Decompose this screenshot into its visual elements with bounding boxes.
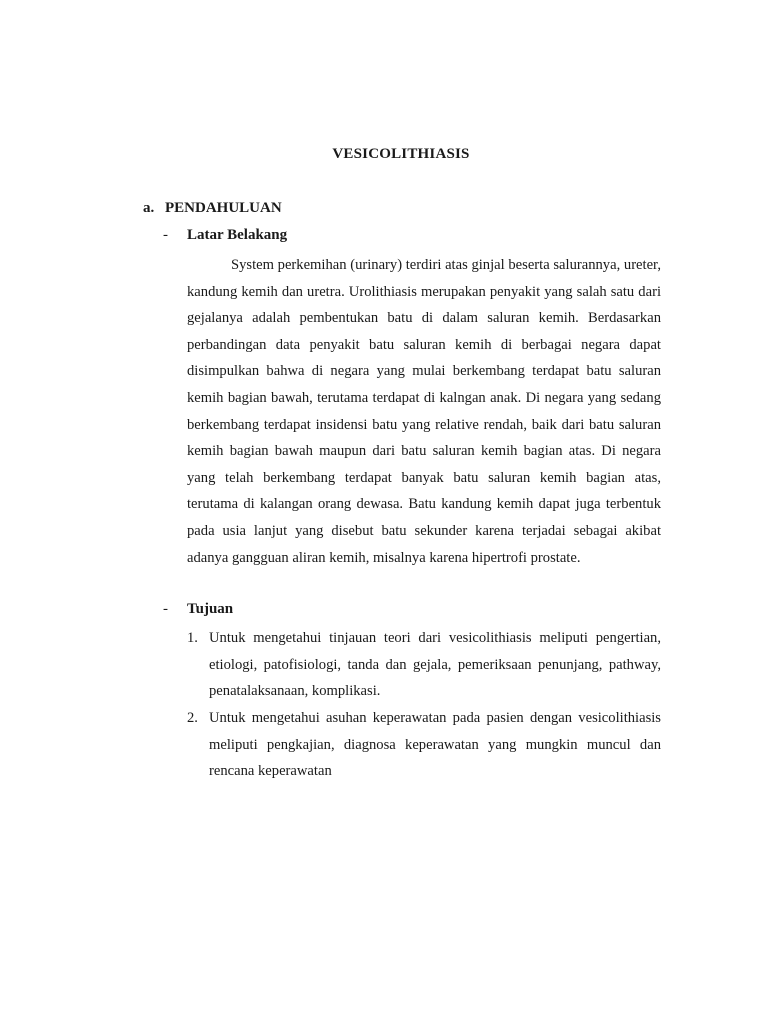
- subsection-tujuan: [163, 601, 233, 618]
- subsection-dash: -: [163, 227, 168, 243]
- list-item: [187, 625, 661, 705]
- list-text: Untuk mengetahui asuhan keperawatan pada pasien dengan vesicolithiasis meliputi pengkajian, diagnosa keperawatan yang mungkin muncul dan rencana keperawatan: [209, 710, 661, 780]
- latar-belakang-paragraph: System perkemihan (urinary) terdiri atas ginjal beserta salurannya, ureter, kandung kemih dan uretra. Urolithiasis merupakan penyakit yang salah satu dari gejalanya adalah pembentukan batu di dalam saluran kemih. Berdasarkan perbandingan data penyakit batu saluran kemih di berbagai negara dapat disimpulkan bahwa di negara yang mulai berkembang terdapat batu saluran kemih bagian bawah, terutama terdapat di kalngan anak. Di negara yang sedang berkembang terdapat insidensi batu yang relative rendah, baik dari batu saluran kemih bagian bawah maupun dari batu saluran kemih bagian atas. Di negara yang telah berkembang terdapat banyak batu saluran kemih bagian atas, terutama di kalangan orang dewasa. Batu kandung kemih dapat juga terbentuk pada usia lanjut yang disebut batu sekunder karena terjadai sebagai akibat adanya gangguan aliran kemih, misalnya karena hipertrofi prostate.: [187, 257, 661, 566]
- section-heading: [143, 200, 282, 217]
- subsection-heading: Latar Belakang: [187, 227, 288, 243]
- list-text: Untuk mengetahui tinjauan teori dari vesicolithiasis meliputi pengertian, etiologi, patofisiologi, tanda dan gejala, pemeriksaan penunjang, pathway, penatalaksanaan, komplikasi.: [209, 630, 661, 700]
- section-heading-text: PENDAHULUAN: [165, 200, 282, 216]
- section-marker: a.: [143, 200, 155, 216]
- list-item: [187, 705, 661, 785]
- tujuan-list-item: [187, 705, 661, 785]
- list-number: 2.: [187, 710, 198, 726]
- subsection-heading: Tujuan: [187, 601, 234, 617]
- subsection-dash: -: [163, 601, 168, 617]
- subsection-latar-belakang: [163, 227, 287, 244]
- tujuan-list-item: [187, 625, 661, 705]
- document-title: VESICOLITHIASIS: [332, 146, 470, 162]
- list-number: 1.: [187, 630, 198, 646]
